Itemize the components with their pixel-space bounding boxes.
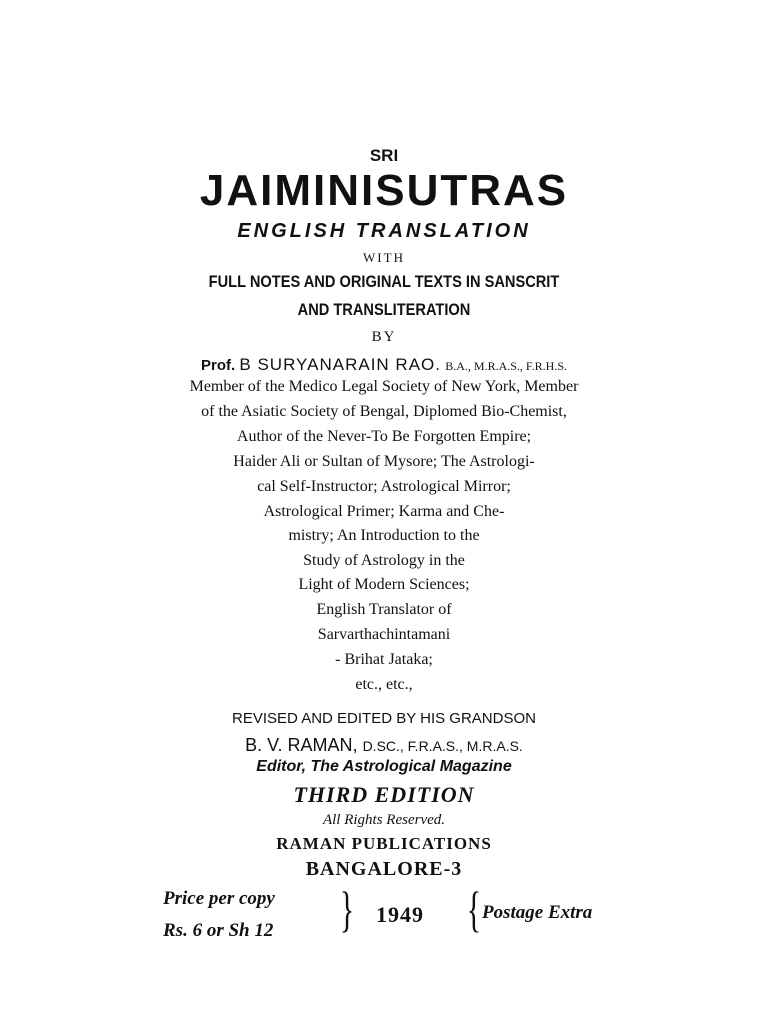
price-value: Rs. 6 or Sh 12 xyxy=(163,920,274,941)
price-label: Price per copy xyxy=(163,888,275,909)
author-degrees: B.A., M.R.A.S., F.R.H.S. xyxy=(445,359,567,373)
publication-year: 1949 xyxy=(376,902,424,927)
author-line xyxy=(0,355,768,375)
rights: All Rights Reserved. xyxy=(322,812,446,828)
by-label: BY xyxy=(371,329,397,345)
price-block xyxy=(163,888,275,952)
editor-line xyxy=(0,735,768,756)
honorific: SRI xyxy=(369,146,399,165)
book-subtitle: ENGLISH TRANSLATION xyxy=(237,220,531,242)
author-prefix: Prof. xyxy=(200,357,236,374)
author-name: B SURYANARAIN RAO. xyxy=(239,355,441,374)
bio-line: etc., etc., xyxy=(355,676,413,693)
bio-line: Member of the Medico Legal Society of New York, Member xyxy=(189,378,579,395)
bio-line: mistry; An Introduction to the xyxy=(288,527,480,544)
book-title: JAIMINISUTRAS xyxy=(199,166,569,215)
bio-line: - Brihat Jataka; xyxy=(335,651,433,668)
postage-note: Postage Extra xyxy=(482,902,593,923)
bio-line: Author of the Never-To Be Forgotten Empire; xyxy=(236,428,532,445)
bio-line: of the Asiatic Society of Bengal, Diplomed Bio-Chemist, xyxy=(201,403,567,420)
with-label: WITH xyxy=(363,250,405,265)
left-brace: { xyxy=(466,881,482,937)
notes-line-1: FULL NOTES AND ORIGINAL TEXTS IN SANSCRIT xyxy=(208,272,560,291)
bio-line: Astrological Primer; Karma and Che- xyxy=(263,503,505,520)
revised-by: REVISED AND EDITED BY HIS GRANDSON xyxy=(232,710,536,727)
publisher: RAMAN PUBLICATIONS xyxy=(276,834,492,853)
editor-degrees: D.SC., F.R.A.S., M.R.A.S. xyxy=(362,738,523,754)
bio-line: cal Self-Instructor; Astrological Mirror; xyxy=(257,478,511,495)
city: BANGALORE-3 xyxy=(305,858,463,880)
editor-role: Editor, The Astrological Magazine xyxy=(256,758,512,775)
edition: THIRD EDITION xyxy=(293,782,475,807)
bio-line: Study of Astrology in the xyxy=(303,552,465,569)
notes-line-2: AND TRANSLITERATION xyxy=(297,300,471,319)
bio-line: Haider Ali or Sultan of Mysore; The Astrologi- xyxy=(233,453,535,470)
editor-name: B. V. RAMAN, xyxy=(245,735,358,755)
bio-line: Light of Modern Sciences; xyxy=(298,576,470,593)
bio-line: Sarvarthachintamani xyxy=(317,626,451,643)
right-brace: } xyxy=(339,881,355,937)
bio-line: English Translator of xyxy=(316,601,452,618)
